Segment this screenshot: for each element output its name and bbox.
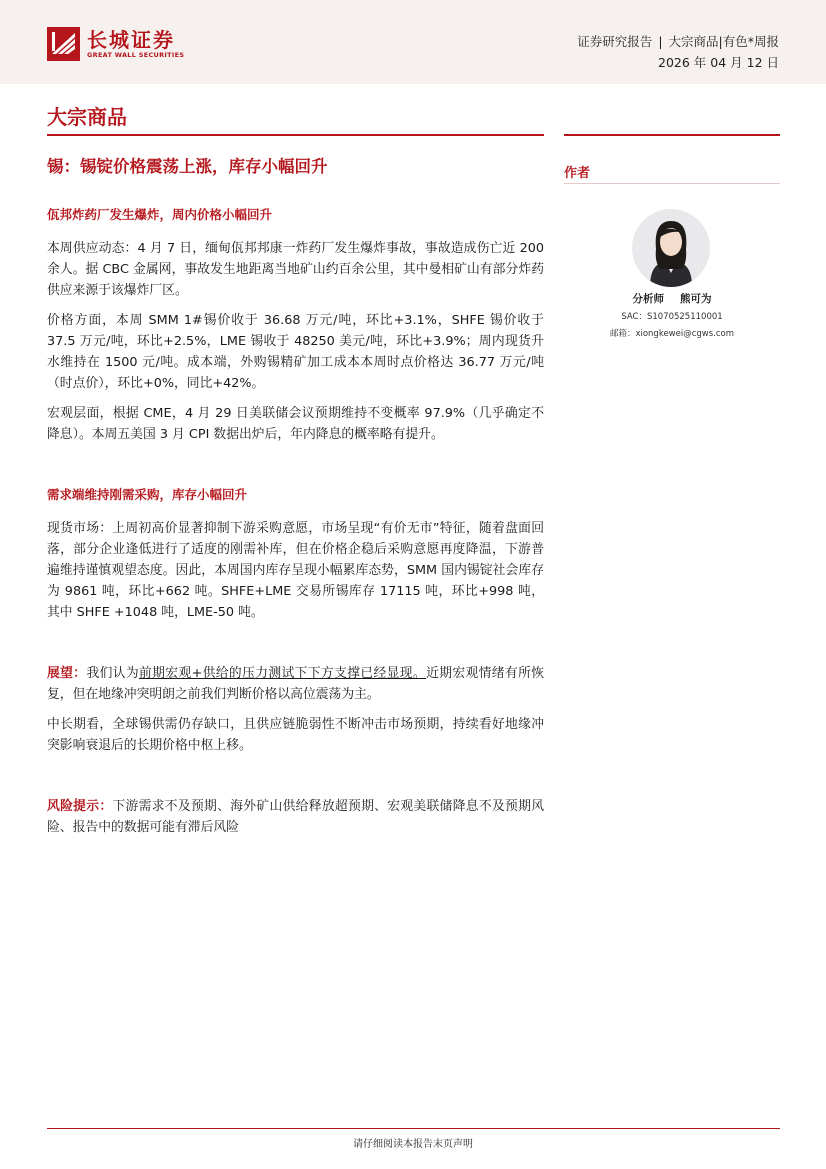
footer-disclaimer: 请仔细阅读本报告末页声明: [353, 1139, 473, 1150]
outlook-text-b: 近期宏观情绪有所恢复，但在地缘冲突明朗之前我们判断价格以高位震荡为主。: [47, 666, 545, 702]
analyst-email: 邮箱：xiongkewei@cgws.com: [609, 329, 735, 339]
analyst-name: 熊可为: [680, 293, 712, 305]
analyst-line: [564, 291, 780, 306]
main-content: [47, 205, 544, 847]
analyst-sac: SAC：S1070525110001: [621, 312, 723, 322]
logo-english-name: GREAT WALL SECURITIES: [87, 50, 185, 59]
author-label: 作者: [564, 166, 591, 181]
report-title: 锡：锡锭价格震荡上涨，库存小幅回升: [47, 157, 328, 176]
risk-text: 下游需求不及预期、海外矿山供给释放超预期、宏观美联储降息不及预期风险、报告中的数据可能有滞后风险: [47, 799, 545, 835]
paragraph-spot-market: 现货市场：上周初高价显著抑制下游采购意愿，市场呈现“有价无市”特征，随着盘面回落，部分企业逢低进行了适度的刚需补库，但在价格企稳后采购意愿再度降温，下游普遍维持谨慎观望态度。因此，本周国内库存呈现小幅累库态势，SMM 国内锡锭社会库存为 9861 吨，环比+662 吨。SHFE+LME 交易所锡库存 17115 吨，环比+998 吨，其中 SHFE +1048 吨，LME-50 吨。: [47, 521, 544, 620]
report-meta: [577, 31, 779, 73]
meta-separator: |: [658, 34, 663, 49]
risk-label: 风险提示：: [47, 799, 113, 814]
paragraph-price: 价格方面，本周 SMM 1#锡价收于 36.68 万元/吨，环比+3.1%，SHFE 锡价收于 37.5 万元/吨，环比+2.5%，LME 锡收于 48250 美元/吨，环比+3.9%；周内现货升水维持在 1500 元/吨。成本端，外购锡精矿加工成本本周时点价格达 36.77 万元/吨（时点价），环比+0%，同比+42%。: [47, 313, 544, 391]
paragraph-long-term: 中长期看，全球锡供需仍存缺口，且供应链脆弱性不断冲击市场预期，持续看好地缘冲突影响衰退后的长期价格中枢上移。: [47, 717, 544, 753]
report-type: 证券研究报告: [577, 34, 653, 49]
report-date: 2026 年 04 月 12 日: [658, 55, 779, 70]
analyst-avatar: [632, 209, 710, 287]
paragraph-macro: 宏观层面，根据 CME，4 月 29 日美联储会议预期维持不变概率 97.9%（几乎确定不降息）。本周五美国 3 月 CPI 数据出炉后，年内降息的概率略有提升。: [47, 406, 544, 442]
analyst-role: 分析师: [632, 293, 664, 305]
outlook-underlined: 前期宏观+供给的压力测试下下方支撑已经显现。: [139, 666, 427, 681]
section-heading-demand: 需求端维持刚需采购，库存小幅回升: [47, 487, 248, 502]
outlook-text-a: 我们认为: [86, 666, 140, 681]
paragraph-supply: 本周供应动态：4 月 7 日，缅甸佤邦邦康一炸药厂发生爆炸事故，事故造成伤亡近 200 余人。据 CBC 金属网，事故发生地距离当地矿山约百余公里，其中曼相矿山有部分炸药供应来源于该爆炸厂区。: [47, 241, 544, 298]
company-logo: [47, 27, 184, 61]
footer-divider: [47, 1128, 780, 1129]
outlook-label: 展望：: [47, 666, 87, 681]
category-heading: 大宗商品: [47, 105, 127, 129]
category-path: 大宗商品|有色*周报: [668, 34, 779, 49]
logo-mark-icon: [47, 27, 80, 61]
paragraph-risk: [47, 796, 544, 838]
paragraph-outlook: [47, 663, 544, 705]
main-divider: [47, 134, 544, 136]
section-heading-supply: 佤邦炸药厂发生爆炸，周内价格小幅回升: [47, 207, 273, 222]
author-divider: [564, 183, 780, 184]
side-divider: [564, 134, 780, 136]
logo-chinese-name: 长城证券: [87, 27, 175, 52]
